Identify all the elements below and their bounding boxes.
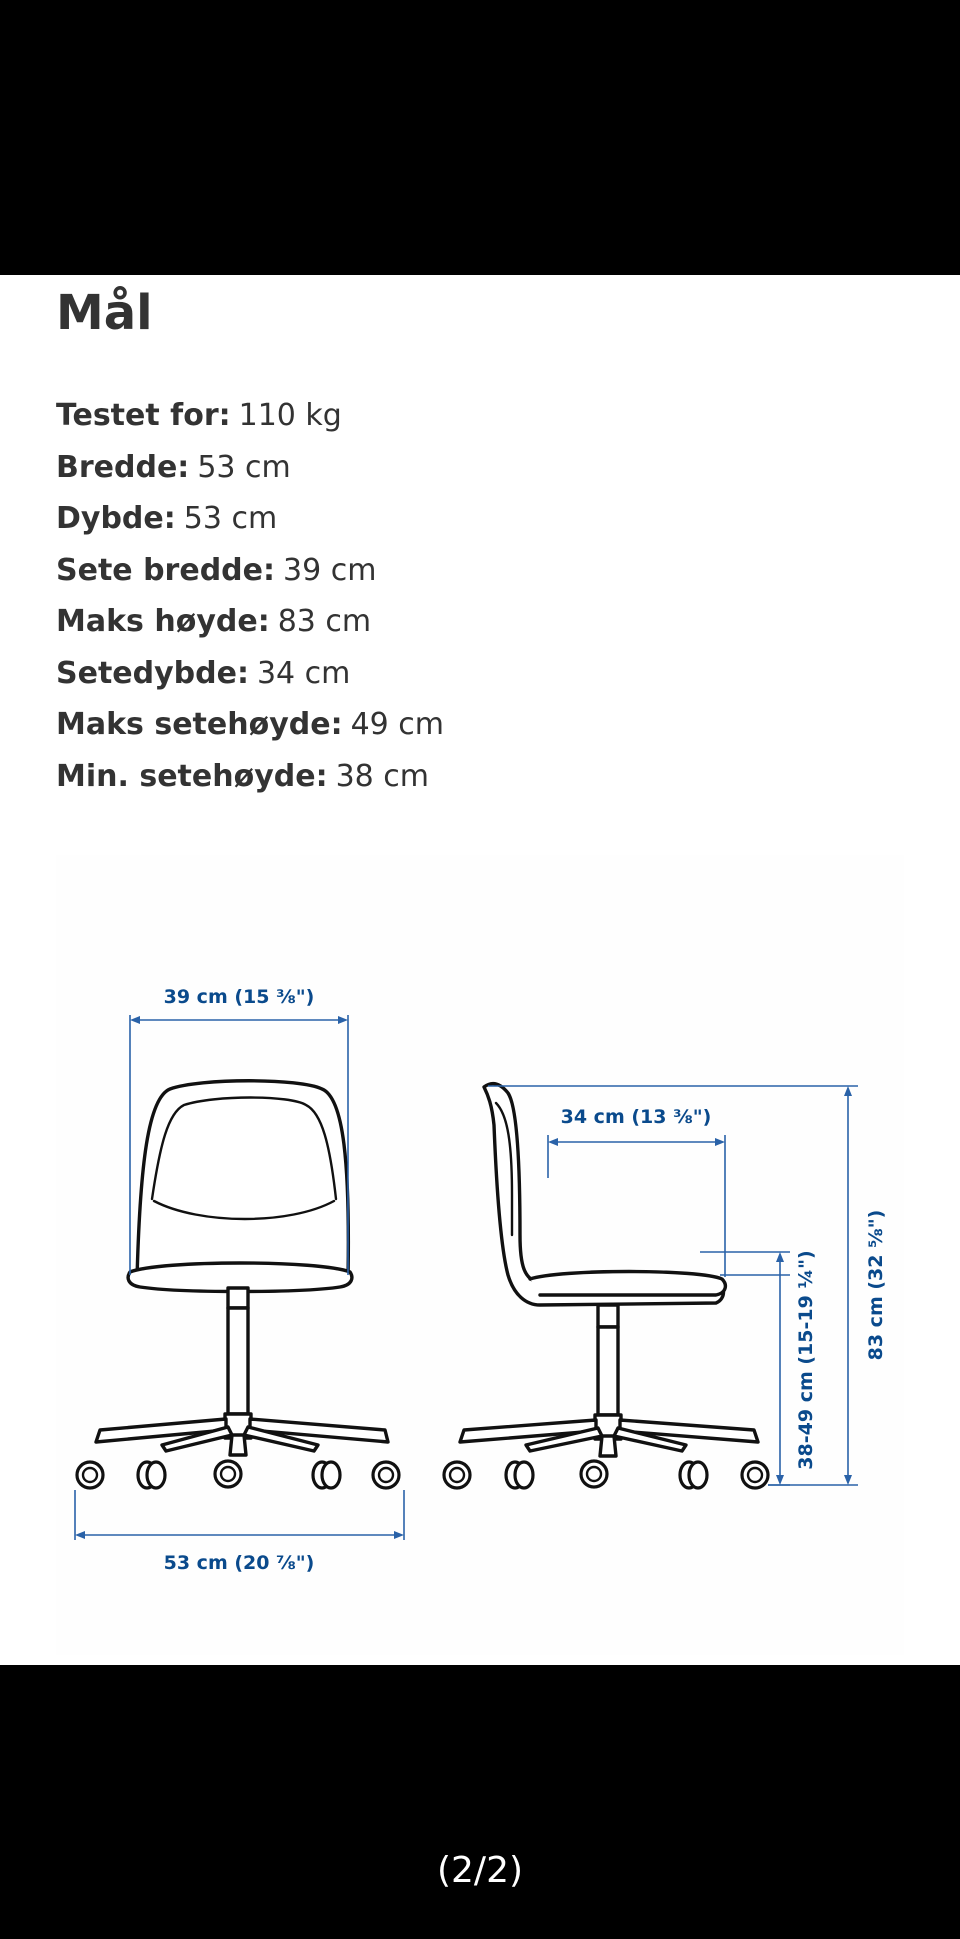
spec-label: Maks setehøyde: xyxy=(56,707,343,742)
spec-value: 110 kg xyxy=(238,398,342,433)
spec-label: Sete bredde: xyxy=(56,552,275,588)
side-view-chair xyxy=(444,1084,768,1488)
spec-label: Maks høyde: xyxy=(56,604,270,639)
spec-value: 34 cm xyxy=(256,655,351,691)
front-view-chair xyxy=(77,1081,399,1488)
dimensions-panel xyxy=(0,275,960,1665)
base-width-label: 53 cm (20 ⅞") xyxy=(163,1552,315,1574)
spec-label: Testet for: xyxy=(56,398,231,433)
total-height-label: 83 cm (32 ⅝") xyxy=(865,1209,887,1361)
seat-width-label: 39 cm (15 ⅜") xyxy=(163,986,315,1008)
spec-value: 83 cm xyxy=(277,604,372,639)
section-heading: Mål xyxy=(56,285,153,341)
base-width-dimension xyxy=(75,1490,404,1574)
top-black-bar xyxy=(0,0,960,275)
spec-value: 38 cm xyxy=(335,758,430,794)
spec-label: Min. setehøyde: xyxy=(56,758,328,794)
bottom-black-bar xyxy=(0,1665,960,1939)
spec-value: 53 cm xyxy=(197,449,291,485)
spec-label: Bredde: xyxy=(56,449,190,485)
seat-depth-label: 34 cm (13 ⅜") xyxy=(560,1106,712,1128)
chair-dimension-diagram xyxy=(0,275,960,1665)
page-indicator: (2/2) xyxy=(436,1850,524,1891)
spec-value: 39 cm xyxy=(283,552,377,588)
seat-height-label: 38-49 cm (15-19 ¼") xyxy=(795,1250,817,1470)
seat-depth-dimension xyxy=(548,1106,725,1277)
spec-value: 49 cm xyxy=(350,707,445,742)
spec-label: Setedybde: xyxy=(56,655,249,691)
spec-label: Dybde: xyxy=(56,501,176,536)
spec-value: 53 cm xyxy=(183,501,278,536)
